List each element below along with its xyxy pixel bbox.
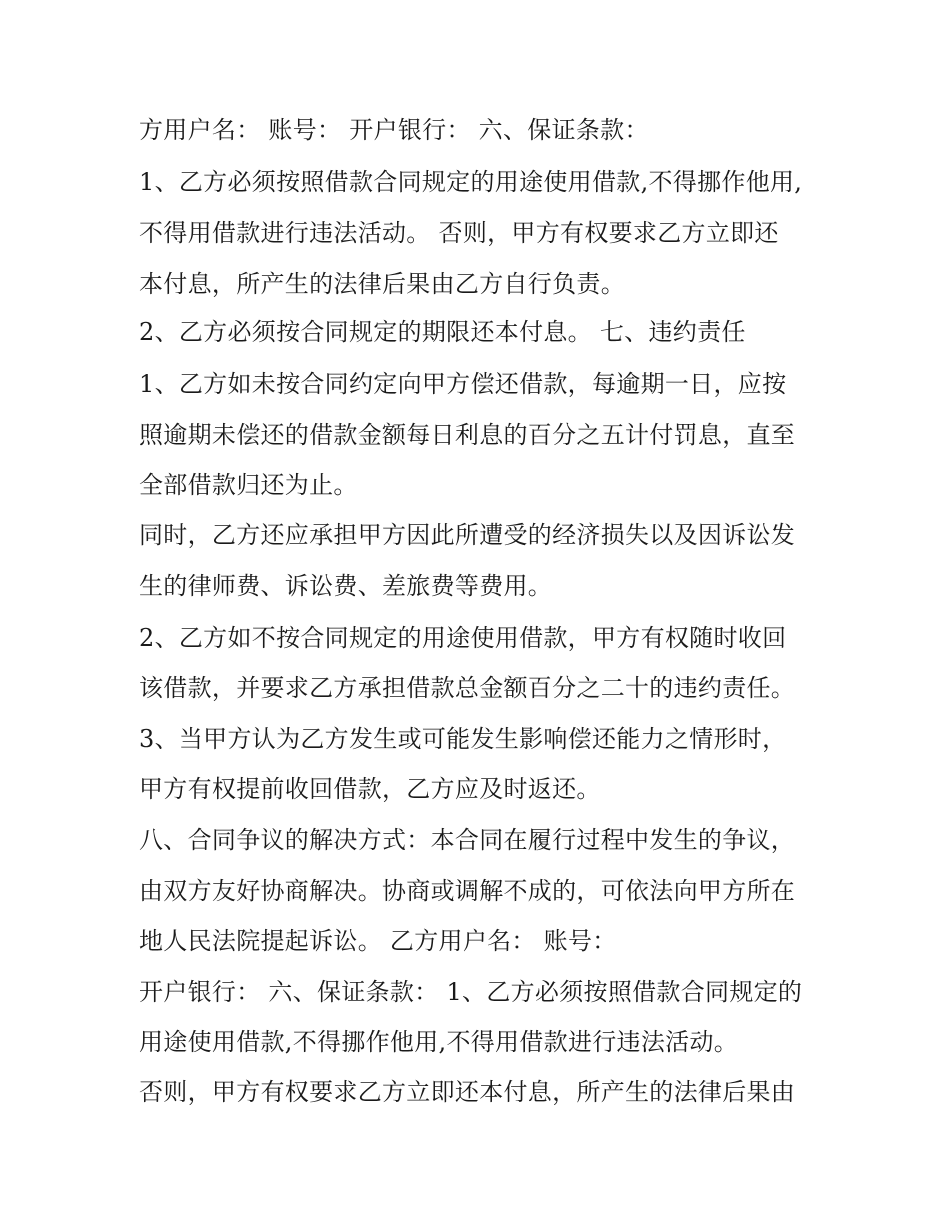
text-line: 本付息，所产生的法律后果由乙方自行负责。 [139, 270, 625, 298]
text-line: 2、乙方如不按合同规定的用途使用借款，甲方有权随时收回 [139, 624, 787, 652]
text-line: 八、合同争议的解决方式：本合同在履行过程中发生的争议， [139, 826, 796, 854]
text-line: 地人民法院提起诉讼。 乙方用户名： 账号： [139, 927, 617, 955]
text-line: 3、当甲方认为乙方发生或可能发生影响偿还能力之情形时， [139, 725, 787, 753]
text-line: 由双方友好协商解决。协商或调解不成的，可依法向甲方所在 [139, 877, 796, 905]
text-line: 该借款，并要求乙方承担借款总金额百分之二十的违约责任。 [139, 674, 796, 702]
text-line: 否则，甲方有权要求乙方立即还本付息，所产生的法律后果由 [139, 1078, 796, 1106]
text-line: 2、乙方必须按合同规定的期限还本付息。 七、违约责任 [139, 318, 746, 346]
text-line: 1、乙方必须按照借款合同规定的用途使用借款,不得挪作他用, [139, 168, 803, 196]
text-line: 不得用借款进行违法活动。 否则，甲方有权要求乙方立即还 [139, 219, 779, 247]
text-line: 用途使用借款,不得挪作他用,不得用借款进行违法活动。 [139, 1028, 739, 1056]
text-line: 开户银行： 六、保证条款： 1、乙方必须按照借款合同规定的 [139, 978, 803, 1006]
text-line: 照逾期未偿还的借款金额每日利息的百分之五计付罚息，直至 [139, 421, 796, 449]
text-line: 全部借款归还为止。 [139, 471, 358, 499]
text-line: 同时，乙方还应承担甲方因此所遭受的经济损失以及因诉讼发 [139, 521, 796, 549]
text-line: 生的律师费、诉讼费、差旅费等费用。 [139, 572, 553, 600]
text-line: 甲方有权提前收回借款，乙方应及时返还。 [139, 775, 601, 803]
text-line: 1、乙方如未按合同约定向甲方偿还借款，每逾期一日，应按 [139, 370, 787, 398]
text-line: 方用户名： 账号： 开户银行： 六、保证条款： [139, 116, 649, 144]
